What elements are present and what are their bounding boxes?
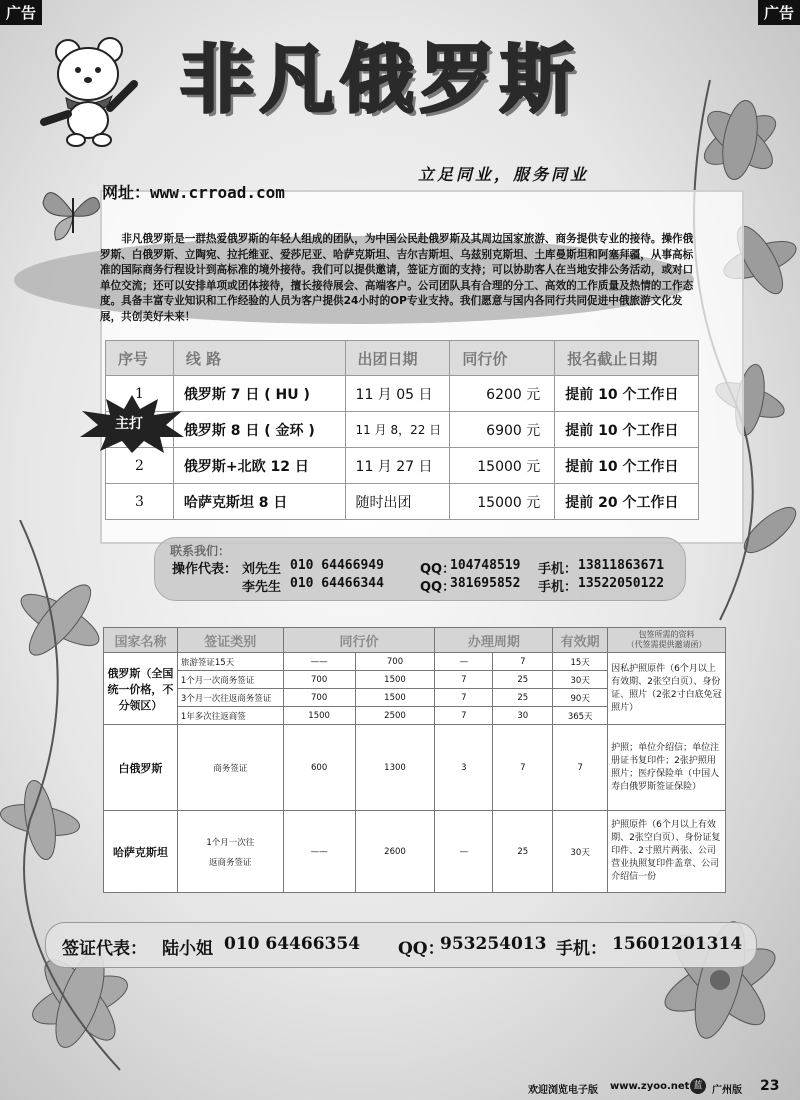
- route-no: 1: [106, 376, 174, 412]
- ad-tag-left: 广告: [0, 0, 42, 25]
- contact-name: 刘先生: [242, 562, 282, 577]
- route-deadline: 提前 20 个工作日: [555, 484, 699, 520]
- visa-price-1: 700: [283, 689, 355, 707]
- contact-qq: 104748519: [450, 558, 521, 573]
- contact-mobile: 13811863671: [578, 558, 665, 573]
- visa-rep-qq: 953254013: [440, 934, 547, 954]
- footer-url[interactable]: www.zyoo.net: [610, 1081, 690, 1092]
- visa-validity: 365天: [553, 707, 608, 725]
- slogan: 立足同业，服务同业: [418, 165, 590, 184]
- route-header-no: 序号: [106, 341, 174, 376]
- website-url[interactable]: www.crroad.com: [150, 183, 285, 202]
- page-number: 23: [760, 1078, 780, 1094]
- visa-rep-mobile-label: 手机：: [556, 939, 607, 959]
- route-deadline: 提前 10 个工作日: [555, 412, 699, 448]
- website: [102, 180, 285, 203]
- visa-header-docs: [608, 628, 726, 653]
- website-label: 网址：: [102, 183, 151, 202]
- footer-text: 欢迎浏览电子版: [528, 1085, 598, 1096]
- visa-validity: 30天: [553, 811, 608, 893]
- route-price: 6900 元: [450, 412, 555, 448]
- route-header-deadline: 报名截止日期: [555, 341, 699, 376]
- intro-paragraph: 非凡俄罗斯是一群热爱俄罗斯的年轻人组成的团队，为中国公民赴俄罗斯及其周边国家旅游、商务提供专业的接待。操作俄罗斯、白俄罗斯、立陶宛、拉托维亚、爱莎尼亚、哈萨克斯坦、吉尔吉斯坦、乌兹别克斯坦、土库曼斯坦和阿塞拜疆，从事高标准的国际商务行程设计到高标准的境外接待。我们可以提供邀请，签证方面的支持；可以协助客人在当地安排公务活动，或对口单位交流；还可以安排单项或团体接待，擅长接待展会、高端客户。公司团队具有合理的分工、高效的工作质量及热情的工作态度。具备丰富专业知识和工作经验的人员为客户提供24小时的OP专业支持。我们愿意与国内各同行共同促进中俄旅游文化发展，共创美好未来！: [100, 233, 694, 323]
- route-table: [105, 340, 699, 520]
- visa-cycle-1: 7: [435, 689, 493, 707]
- visa-validity: 90天: [553, 689, 608, 707]
- contact-phone: 010 64466344: [290, 576, 384, 591]
- visa-header-country: 国家名称: [104, 628, 178, 653]
- route-date: 随时出团: [345, 484, 450, 520]
- route-name: 俄罗斯 7 日 ( HU ): [173, 376, 345, 412]
- visa-cycle-1: —: [435, 811, 493, 893]
- route-date: 11 月 27 日: [345, 448, 450, 484]
- contact-role: 操作代表：: [172, 562, 238, 577]
- table-row: [106, 376, 699, 412]
- visa-cycle-2: 25: [493, 671, 553, 689]
- ad-tag-right: 广告: [758, 0, 800, 25]
- contact-heading: 联系我们：: [170, 544, 231, 558]
- contact-name: 李先生: [242, 580, 282, 595]
- page-title: 非凡俄罗斯: [180, 37, 580, 123]
- contact-phone: 010 64466949: [290, 558, 384, 573]
- route-name: 俄罗斯 8 日 ( 金环 ): [173, 412, 345, 448]
- contact-qq-label: QQ：: [420, 562, 456, 577]
- contact-qq: 381695852: [450, 576, 521, 591]
- route-deadline: 提前 10 个工作日: [555, 448, 699, 484]
- route-table-header: [106, 341, 699, 376]
- route-price: 15000 元: [450, 484, 555, 520]
- visa-header-docs-line1: 包签所需的资料: [638, 630, 695, 639]
- route-no: 3: [106, 484, 174, 520]
- visa-type: 1年多次往返商签: [177, 707, 283, 725]
- contact-qq-label: QQ：: [420, 580, 456, 595]
- visa-table-header: [104, 628, 726, 653]
- visa-cycle-2: 25: [493, 689, 553, 707]
- footer-badge-icon: 蓝: [690, 1078, 706, 1094]
- route-header-route: 线 路: [173, 341, 345, 376]
- route-deadline: 提前 10 个工作日: [555, 376, 699, 412]
- route-header-price: 同行价: [450, 341, 555, 376]
- visa-cycle-1: 7: [435, 707, 493, 725]
- visa-header-cycle: 办理周期: [435, 628, 553, 653]
- visa-rep-mobile: 15601201314: [612, 934, 743, 954]
- visa-rep-phone: 010 64466354: [224, 934, 361, 954]
- visa-price-2: 1500: [355, 671, 435, 689]
- visa-type-line1: 1个月一次往: [206, 837, 255, 848]
- route-header-date: 出团日期: [345, 341, 450, 376]
- contact-mobile: 13522050122: [578, 576, 665, 591]
- table-row: [104, 725, 726, 811]
- visa-country: 哈萨克斯坦: [104, 811, 178, 893]
- visa-rep-name: 陆小姐: [162, 939, 213, 959]
- visa-country: 俄罗斯（全国统一价格，不分领区）: [104, 653, 178, 725]
- visa-cycle-2: 7: [493, 653, 553, 671]
- visa-price-2: 1500: [355, 689, 435, 707]
- visa-docs: 因私护照原件（6个月以上有效期、2张空白页）、身份证、照片（2张2寸白底免冠照片）: [608, 653, 726, 725]
- route-date: 11 月 05 日: [345, 376, 450, 412]
- visa-validity: 7: [553, 725, 608, 811]
- visa-validity: 30天: [553, 671, 608, 689]
- visa-table: [103, 627, 726, 893]
- route-name: 俄罗斯+北欧 12 日: [173, 448, 345, 484]
- visa-cycle-2: 30: [493, 707, 553, 725]
- visa-rep-label: 签证代表：: [62, 939, 147, 959]
- visa-docs: 护照；单位介绍信；单位注册证书复印件；2张护照用照片；医疗保险单（中国人寿白俄罗斯签证保险）: [608, 725, 726, 811]
- visa-header-docs-line2: （代签需提供邀请函）: [626, 640, 707, 649]
- table-row: [104, 811, 726, 893]
- route-no: 2: [106, 448, 174, 484]
- visa-cycle-1: 7: [435, 671, 493, 689]
- visa-price-2: 2600: [355, 811, 435, 893]
- route-date: 11 月 8，22 日: [345, 412, 450, 448]
- visa-price-1: 1500: [283, 707, 355, 725]
- visa-price-1: ——: [283, 653, 355, 671]
- table-row: [106, 448, 699, 484]
- visa-price-1: ——: [283, 811, 355, 893]
- visa-type: 3个月一次往返商务签证: [177, 689, 283, 707]
- butterfly-icon: [38, 178, 108, 248]
- visa-header-price: 同行价: [283, 628, 435, 653]
- visa-type: [177, 811, 283, 893]
- visa-type: 旅游签证15天: [177, 653, 283, 671]
- route-price: 15000 元: [450, 448, 555, 484]
- visa-cycle-2: 7: [493, 725, 553, 811]
- visa-header-type: 签证类别: [177, 628, 283, 653]
- visa-price-1: 700: [283, 671, 355, 689]
- table-row: [106, 412, 699, 448]
- visa-price-2: 2500: [355, 707, 435, 725]
- table-row: [104, 653, 726, 671]
- visa-rep-qq-label: QQ：: [398, 939, 445, 959]
- visa-cycle-2: 25: [493, 811, 553, 893]
- visa-validity: 15天: [553, 653, 608, 671]
- footer-edition: 广州版: [712, 1085, 742, 1096]
- visa-price-1: 600: [283, 725, 355, 811]
- contact-mobile-label: 手机：: [538, 562, 578, 577]
- featured-badge-label: 主打: [115, 416, 143, 432]
- contact-mobile-label: 手机：: [538, 580, 578, 595]
- visa-cycle-1: 3: [435, 725, 493, 811]
- visa-price-2: 700: [355, 653, 435, 671]
- route-price: 6200 元: [450, 376, 555, 412]
- route-name: 哈萨克斯坦 8 日: [173, 484, 345, 520]
- visa-country: 白俄罗斯: [104, 725, 178, 811]
- visa-type-line2: 返商务签证: [209, 857, 252, 868]
- bear-mascot-icon: [28, 22, 148, 152]
- visa-price-2: 1300: [355, 725, 435, 811]
- visa-cycle-1: —: [435, 653, 493, 671]
- visa-header-validity: 有效期: [553, 628, 608, 653]
- visa-type: 1个月一次商务签证: [177, 671, 283, 689]
- visa-type: 商务签证: [177, 725, 283, 811]
- table-row: [106, 484, 699, 520]
- visa-docs: 护照原件（6个月以上有效期、2张空白页）、身份证复印件、2寸照片两张、公司营业执照复印件盖章、公司介绍信一份: [608, 811, 726, 893]
